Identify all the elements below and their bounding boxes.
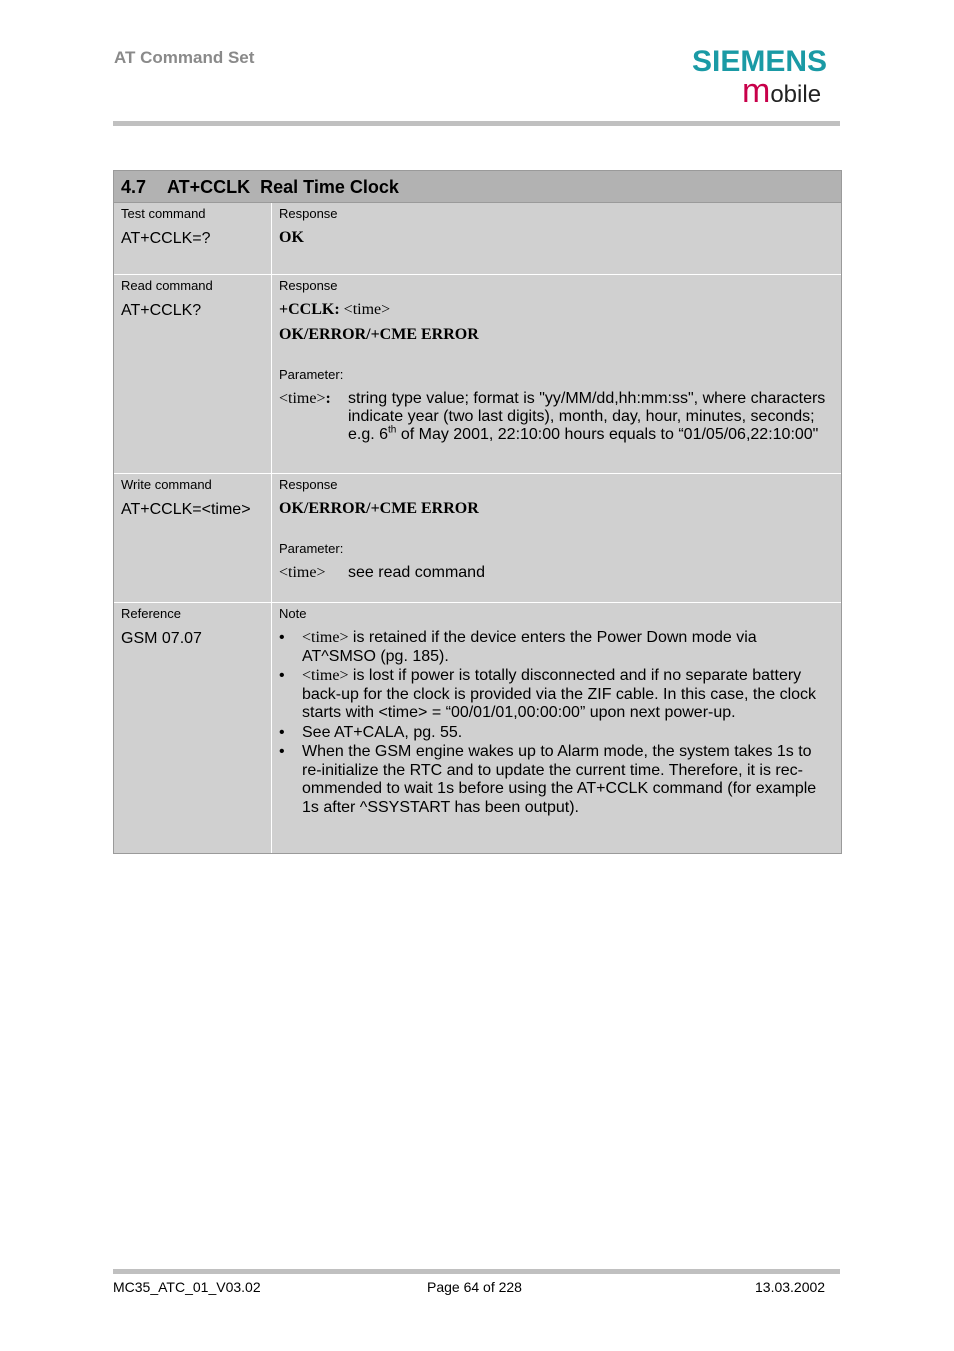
reference-value: GSM 07.07	[121, 630, 202, 647]
write-parameter-key: <time>	[279, 564, 326, 581]
bullet-icon: •	[279, 723, 285, 741]
logo-sub-rest: obile	[770, 81, 822, 108]
footer-page-number: Page 64 of 228	[427, 1279, 522, 1295]
note-cell	[272, 603, 841, 853]
section-title: AT+CCLK Real Time Clock	[167, 177, 399, 197]
note-label: Note	[279, 606, 307, 621]
write-response-label: Response	[279, 477, 338, 492]
read-response-label: Response	[279, 278, 338, 293]
write-command-syntax: AT+CCLK=<time>	[121, 501, 251, 518]
note-item-body: is retained if the device enters the Power Down mode via AT^SMSO (pg. 185).	[302, 629, 757, 665]
note-item-tag: <time>	[302, 667, 349, 684]
test-command-label: Test command	[121, 206, 206, 221]
test-response-cell	[272, 203, 841, 274]
write-command-label: Write command	[121, 477, 212, 492]
write-response-result: OK/ERROR/+CME ERROR	[279, 500, 479, 517]
siemens-mobile-logo	[692, 44, 842, 110]
note-item-tag: <time>	[302, 629, 349, 646]
document-header-title: AT Command Set	[114, 48, 255, 67]
note-item-body: When the GSM engine wakes up to Alarm mode, the system takes 1s to re-initialize the RTC and to update the current time. Therefore, it is rec-ommended to wait 1s before using the AT+CCLK command (for example 1s after ^SSYSTART has been output).	[302, 743, 817, 816]
note-item	[279, 743, 831, 817]
read-command-syntax: AT+CCLK?	[121, 302, 202, 319]
read-parameter-label: Parameter:	[279, 367, 344, 382]
read-parameter-desc-1: string type value; format is "yy/MM/dd,hh:mm:ss", where characters indicate year (two last digits), month, day, hour, minutes, seconds; e.g. 6	[348, 390, 826, 443]
read-response-prefix: +CCLK:	[279, 301, 344, 318]
logo-sub-initial: m	[742, 72, 771, 110]
note-item-body: is lost if power is totally disconnected and if no separate battery back-up for the clock is provided via the ZIF cable. In this case, the clock starts with <time> = “00/01/01,00:00:00” upon next power-up.	[302, 667, 817, 721]
read-parameter-key	[279, 390, 348, 444]
write-parameter-row	[279, 564, 831, 582]
read-parameter-key-name: <time>	[279, 390, 326, 407]
bullet-icon: •	[279, 667, 285, 684]
write-parameter-description: see read command	[348, 564, 485, 581]
footer-divider	[113, 1269, 840, 1274]
read-parameter-row	[279, 390, 831, 444]
logo-sub-text	[742, 72, 822, 110]
reference-cell	[114, 603, 272, 853]
command-table	[113, 170, 842, 854]
note-item-text	[302, 629, 831, 666]
read-parameter-desc-sup: th	[388, 424, 397, 436]
read-response-result: OK/ERROR/+CME ERROR	[279, 326, 479, 343]
test-command-row	[114, 203, 841, 275]
note-list	[279, 629, 831, 817]
read-response-cell	[272, 275, 841, 473]
note-item-body: See AT+CALA, pg. 55.	[302, 723, 463, 741]
read-response-format	[279, 301, 831, 319]
read-parameter-desc-2: of May 2001, 22:10:00 hours equals to “01/05/06,22:10:00"	[396, 426, 819, 443]
bullet-icon: •	[279, 629, 285, 646]
read-parameter-description	[348, 390, 831, 444]
test-response-label: Response	[279, 206, 338, 221]
reference-label: Reference	[121, 606, 181, 621]
footer-doc-id: MC35_ATC_01_V03.02	[113, 1279, 261, 1295]
write-parameter-label: Parameter:	[279, 541, 344, 556]
note-item	[279, 667, 831, 723]
write-response-cell	[272, 474, 841, 602]
section-number: 4.7	[121, 177, 147, 197]
write-command-row	[114, 474, 841, 603]
logo-brand-text: SIEMENS	[692, 45, 828, 78]
read-parameter-key-suffix: :	[325, 390, 331, 407]
footer-date: 13.03.2002	[755, 1279, 826, 1295]
bullet-icon: •	[279, 743, 285, 760]
section-heading	[114, 171, 841, 203]
write-command-cell	[114, 474, 272, 602]
read-response-param: <time>	[343, 301, 391, 318]
reference-row	[114, 603, 841, 853]
note-item-text	[302, 667, 831, 723]
read-command-cell	[114, 275, 272, 473]
note-item	[279, 629, 831, 666]
test-response-value: OK	[279, 229, 304, 246]
note-item	[279, 724, 831, 743]
test-command-syntax: AT+CCLK=?	[121, 230, 211, 247]
header-divider	[113, 121, 840, 126]
read-command-row	[114, 275, 841, 474]
test-command-cell	[114, 203, 272, 274]
read-command-label: Read command	[121, 278, 213, 293]
